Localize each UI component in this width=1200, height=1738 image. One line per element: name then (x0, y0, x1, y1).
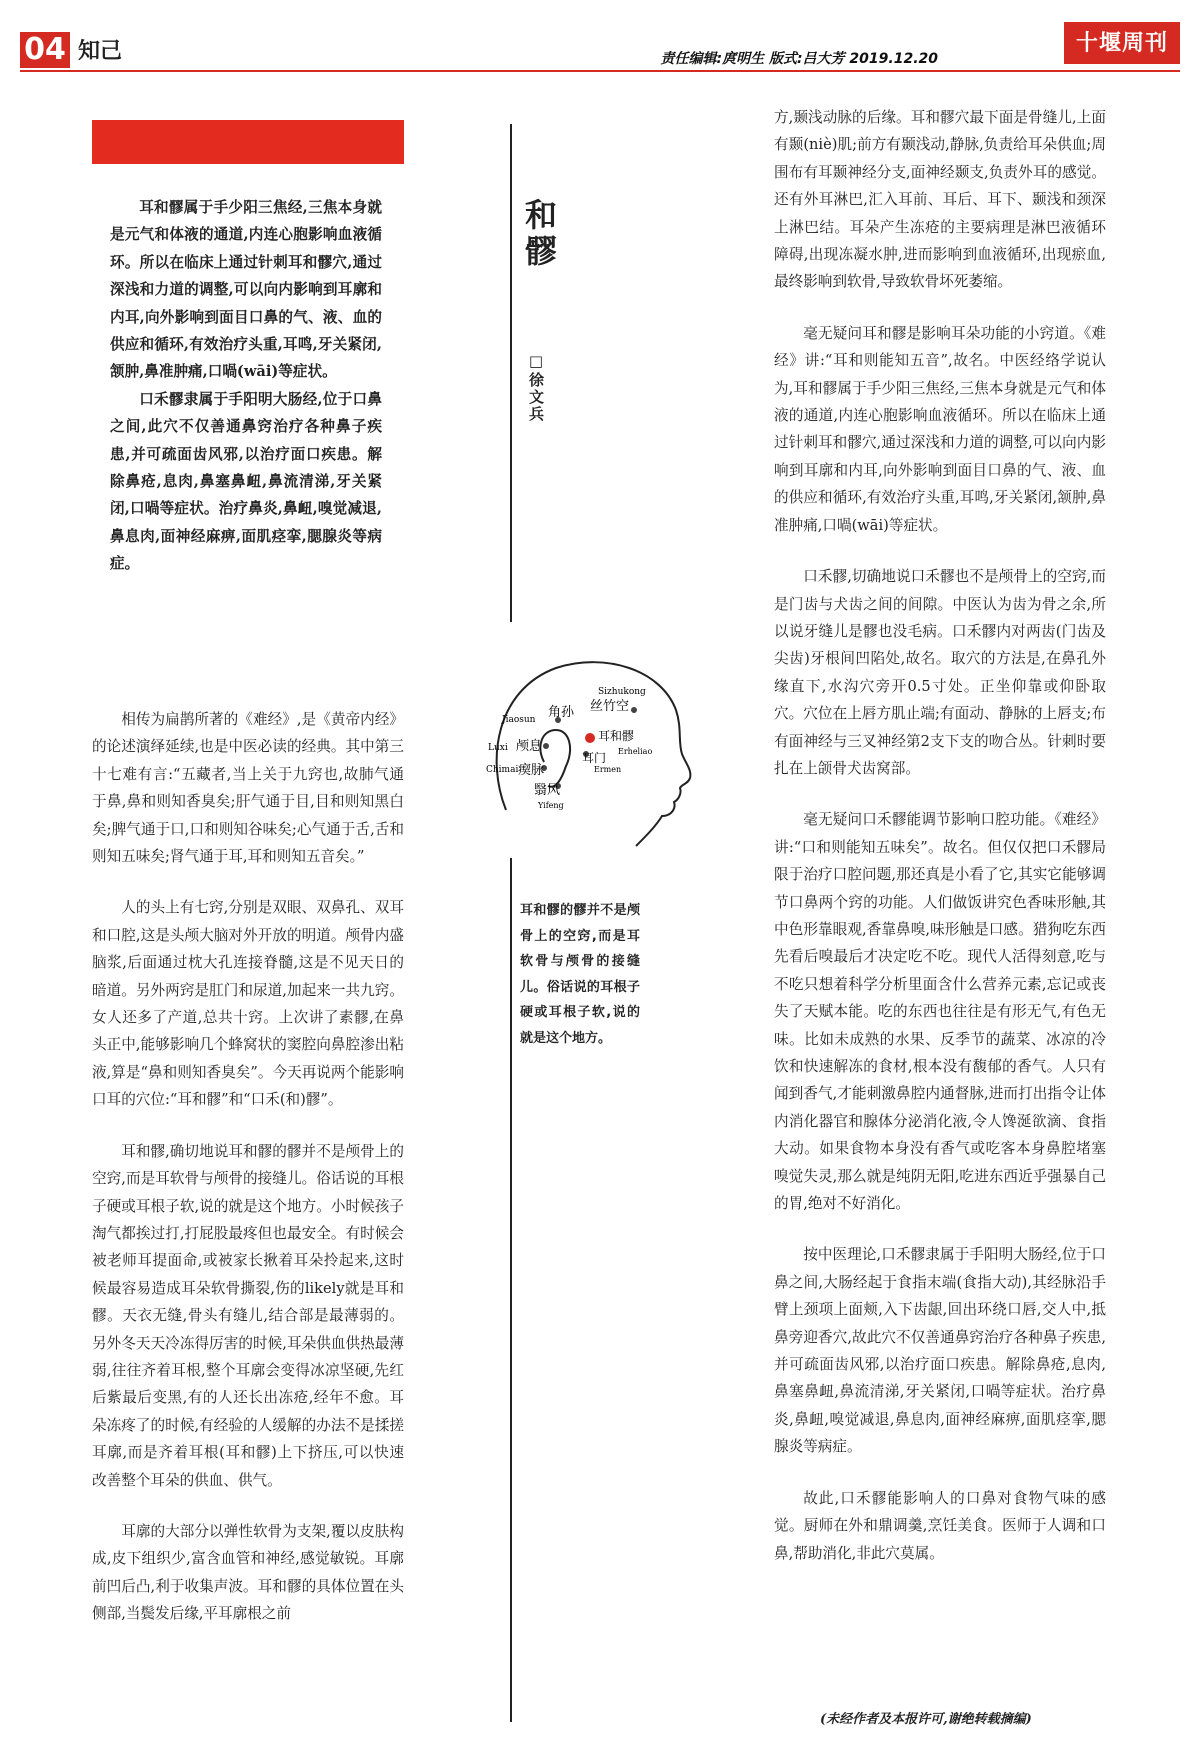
header-rule (20, 70, 1180, 72)
figure-label: 翳风 (534, 783, 561, 798)
column-divider (510, 124, 512, 622)
figure-label: 角孙 (548, 705, 575, 720)
body-paragraph: 口禾髎,切确地说口禾髎也不是颅骨上的空窍,而是门齿与犬齿之间的间隙。中医认为齿为骨之余,所以说牙缝儿是髎也没毛病。口禾髎内对两齿(门齿及尖齿)牙根间凹陷处,故名。取穴的方法是,在鼻孔外缘直下,水沟穴旁开0.5寸处。正坐仰靠或仰卧取穴。穴位在上唇方肌止端;有面动、静脉的上唇支;布有面神经与三叉神经第2支下支的吻合丛。针刺时要扎在上颌骨犬齿窝部。 (774, 568, 1106, 777)
body-paragraph: 按中医理论,口禾髎隶属于手阳明大肠经,位于口鼻之间,大肠经起于食指末端(食指大动),其经脉沿手臂上颈项上面颊,入下齿龈,回出环绕口唇,交人中,抵鼻旁迎香穴,故此穴不仅善通鼻窍治疗各种鼻子疾患,并可疏面齿风邪,以治疗面口疾患。解除鼻疮,息肉,鼻塞鼻衄,鼻流清涕,牙关紧闭,口喎等症状。治疗鼻炎,鼻衄,嗅觉减退,鼻息肉,面神经麻痹,面肌痉挛,腮腺炎等病症。 (774, 1246, 1106, 1456)
figure-label: Erheliao (618, 747, 653, 756)
erheliao-point (585, 733, 595, 743)
figure-caption: 耳和髎的髎并不是颅骨上的空窍,而是耳软骨与颅骨的接缝儿。俗话说的耳根子硬或耳根子软,说的就是这个地方。 (520, 903, 640, 1046)
sizhukong-point (631, 707, 637, 713)
body-paragraph: 毫无疑问耳和髎是影响耳朵功能的小窍道。《难经》讲:“耳和则能知五音”,故名。中医经络学说认为,耳和髎属于手少阳三焦经,三焦本身就是元气和体液的通道,内连心胞影响血液循环。所以在临床上通过针刺耳和髎穴,通过深浅和力道的调整,可以向内影响到耳廓和内耳,向外影响到面目口鼻的气、液、血的供应和循环,有效治疗头重,耳鸣,牙关紧闭,颔肿,鼻准肿痛,口喎(wāi)等症状。 (774, 324, 1106, 534)
newspaper-logo: 十堰周刊 (1064, 22, 1180, 64)
ear-outline (540, 730, 570, 787)
section-title: 知己 (78, 39, 123, 64)
body-paragraph: 人的头上有七窍,分别是双眼、双鼻孔、双耳和口腔,这是头颅大脑对外开放的明道。颅骨内盛脑浆,后面通过枕大孔连接脊髓,这是不见天日的暗道。另外两窍是肛门和尿道,加起来一共九窍。女人还多了产道,总共十窍。上次讲了素髎,在鼻头正中,能够影响几个蜂窝状的窦腔向鼻腔渗出粘液,算是“鼻和则知香臭矣”。今天再说两个能影响口耳的穴位:“耳和髎”和“口禾(和)髎”。 (92, 899, 404, 1109)
figure-label: 瘈脉 (518, 763, 545, 778)
summary-block (110, 194, 382, 578)
summary-paragraph: 耳和髎属于手少阳三焦经,三焦本身就是元气和体液的通道,内连心胞影响血液循环。所以在临床上通过针刺耳和髎穴,通过深浅和力道的调整,可以向内影响到耳廓和内耳,向外影响到面目口鼻的气、液、血的供应和循环,有效治疗头重,耳鸣,牙关紧闭,颔肿,鼻准肿痛,口喎(wāi)等症状。 (110, 199, 382, 381)
figure-label: Ermen (594, 765, 622, 774)
body-paragraph: 故此,口禾髎能影响人的口鼻对食物气味的感觉。厨师在外和鼎调羹,烹饪美食。医师于人调和口鼻,帮助消化,非此穴莫属。 (774, 1489, 1106, 1562)
body-paragraph: 耳和髎,确切地说耳和髎的髎并不是颅骨上的空窍,而是耳软骨与颅骨的接缝儿。俗话说的耳根子硬或耳根子软,说的就是这个地方。小时候孩子淘气都挨过打,打屁股最疼但也最安全。有时候会被老师耳提面命,或被家长揪着耳朵拎起来,这时候最容易造成耳朵软骨撕裂,伤的likely就是耳和髎。天衣无缝,骨头有缝儿,结合部是最薄弱的。另外冬天天冷冻得厉害的时候,耳朵供血供热最薄弱,往往齐着耳根,整个耳廓会变得冰凉坚硬,先红后紫最后变黑,有的人还长出冻疮,经年不愈。耳朵冻疼了的时候,有经验的人缓解的办法不是揉搓耳廓,而是齐着耳根(耳和髎)上下挤压,可以快速改善整个耳朵的供血、供气。 (92, 1142, 404, 1489)
body-paragraph: 方,颞浅动脉的后缘。耳和髎穴最下面是骨缝儿,上面有颞(niè)肌;前方有颞浅动,静脉,负责给耳朵供血;周围布有耳颞神经分支,面神经颞支,负责外耳的感觉。还有外耳淋巴,汇入耳前、耳后、耳下、颞浅和颈深上淋巴结。耳朵产生冻疮的主要病理是淋巴液循环障碍,出现冻凝水肿,进而影响到血液循环,出现瘀血,最终影响到软骨,导致软骨坏死萎缩。 (774, 109, 1106, 291)
copyright-notice: (未经作者及本报许可,谢绝转载摘编) (820, 1712, 1032, 1727)
luxi-point (543, 743, 549, 749)
left-column (92, 706, 404, 1628)
page-number: 04 (20, 32, 70, 68)
body-paragraph: 相传为扁鹊所著的《难经》,是《黄帝内经》的论述演绎延续,也是中医必读的经典。其中第三十七难有言:“五藏者,当上关于九窍也,故肺气通于鼻,鼻和则知香臭矣;肝气通于目,目和则知黑白矣;脾气通于口,口和则知谷味矣;心气通于舌,舌和则知五味矣;肾气通于耳,耳和则知五音矣。” (92, 711, 404, 866)
title-banner (92, 120, 404, 164)
right-column (774, 104, 1106, 1567)
head-diagram (486, 650, 696, 856)
body-paragraph: 耳廓的大部分以弹性软骨为支架,覆以皮肤构成,皮下组织少,富含血管和神经,感觉敏锐。耳廓前凹后凸,利于收集声波。耳和髎的具体位置在头侧部,当鬓发后缘,平耳廓根之前 (92, 1522, 404, 1623)
figure-label: 颅息 (516, 739, 543, 754)
author-byline: □徐文兵 (527, 352, 545, 423)
figure-label: Jiaosun (502, 715, 536, 725)
body-paragraph: 毫无疑问口禾髎能调节影响口腔功能。《难经》讲:“口和则能知五味矣”。故名。但仅仅把口禾髎局限于治疗口腔问题,那还真是小看了它,其实它能够调节口鼻两个窍的功能。人们做饭讲究色香味形触,其中色形靠眼观,香靠鼻嗅,味形触是口感。猎狗吃东西先看后嗅最后才决定吃不吃。现代人活得刻意,吃与不吃只想着科学分析里面含什么营养元素,忘记或丧失了天赋本能。吃的东西也往往是有形无气,有色无味。比如未成熟的水果、反季节的蔬菜、冰凉的冷饮和快速解冻的食材,根本没有馥郁的香气。人只有闻到香气,才能刺激鼻腔内通督脉,进而打出指令让体内消化器官和腺体分泌消化液,令人馋涎欲滴、食指大动。如果食物本身没有香气或吃客本身鼻腔堵塞嗅觉失灵,那么就是纯阴无阳,吃进东西近乎强暴自己的胃,绝对不好消化。 (774, 811, 1106, 1213)
figure-label: Luxi (488, 743, 508, 753)
figure-label: 耳门 (582, 751, 607, 765)
figure-label: 丝竹空 (590, 699, 630, 714)
figure-label: 耳和髎 (598, 729, 635, 743)
figure-label: Yifeng (538, 801, 564, 810)
summary-paragraph: 口禾髎隶属于手阳明大肠经,位于口鼻之间,此穴不仅善通鼻窍治疗各种鼻子疾患,并可疏面齿风邪,以治疗面口疾患。解除鼻疮,息肉,鼻塞鼻衄,鼻流清涕,牙关紧闭,口喎等症状。治疗鼻炎,鼻衄,嗅觉减退,鼻息肉,面神经麻痹,面肌痉挛,腮腺炎等病症。 (110, 390, 382, 573)
figure-label: Sizhukong (598, 687, 646, 697)
figure-label: Chimai (486, 765, 519, 775)
column-divider (510, 858, 512, 1722)
article-title: 和髎 (520, 198, 558, 270)
acupoint-figure (486, 650, 696, 856)
editor-meta: 责任编辑:庹明生 版式:吕大芳 2019.12.20 (660, 51, 938, 67)
